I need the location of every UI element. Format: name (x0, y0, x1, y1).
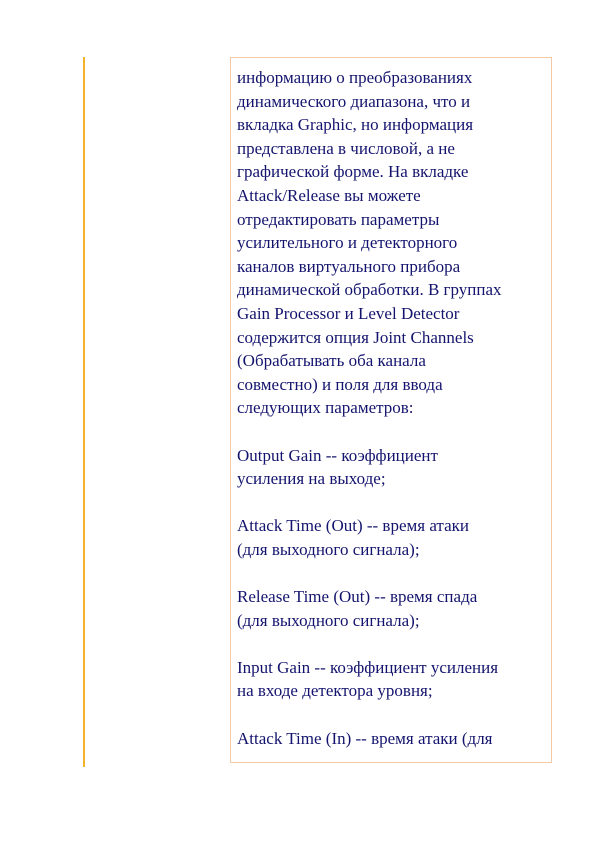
margin-rule (83, 57, 85, 767)
paragraph-gap (237, 561, 547, 585)
parameter-item-attack-time-in: Attack Time (In) -- время атаки (для (237, 728, 493, 748)
parameter-item-attack-time-out: Attack Time (Out) -- время атаки (для выходного сигнала); (237, 516, 469, 559)
parameter-item-release-time-out: Release Time (Out) -- время спада (для выходного сигнала); (237, 587, 478, 630)
paragraph-gap (237, 632, 547, 656)
paragraph-gap (237, 420, 547, 444)
parameter-item-output-gain: Output Gain -- коэффициент усиления на выходе; (237, 445, 438, 489)
paragraph-gap (237, 703, 547, 727)
paragraph-gap (237, 491, 547, 515)
text-frame (230, 57, 552, 763)
parameter-item-input-gain: Input Gain -- коэффициент усиления на входе детектора уровня; (237, 657, 499, 701)
intro-paragraph: информацию о преобразованиях динамического диапазона, что и вкладка Graphic, но информация представлена в числовой, а не графической форме. На вкладке Attack/Release вы можете отредактировать параметры усилительного и детекторного каналов виртуального прибора динамической обработки. В группах Gain Processor и Level Detector содержится опция Joint Channels (Обрабатывать оба канала совместно) и поля для ввода следующих параметров: (237, 68, 502, 418)
